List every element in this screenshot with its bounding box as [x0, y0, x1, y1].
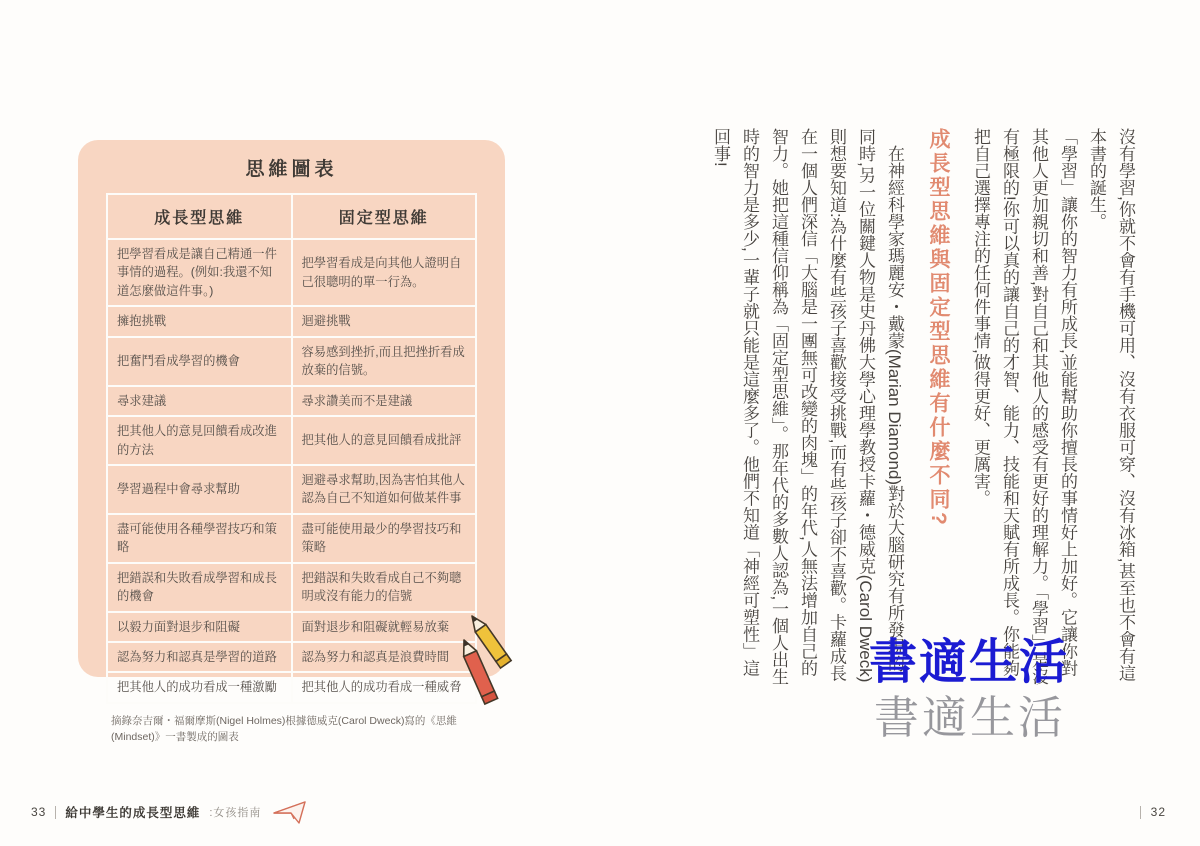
table-cell: 盡可能使用各種學習技巧和策略 — [107, 514, 292, 563]
table-row — [107, 672, 476, 702]
table-cell: 把其他人的成功看成一種激勵 — [107, 672, 292, 702]
table-row — [107, 337, 476, 386]
table-cell: 把奮鬥看成學習的機會 — [107, 337, 292, 386]
footer-divider — [1140, 806, 1141, 819]
paragraph-neuroscience: 在神經科學家瑪麗安・戴蒙(Marian Diamond)對於大腦研究有所發現的同時,另一位關鍵人物是史丹佛大學心理學教授卡蘿・德威克(Carol Dweck)則想要知道:為什麼有些孩子喜歡接受挑戰,而有些孩子卻不喜歡。卡蘿成長在一個人們深信「大腦是一團無可改變的肉塊」的年代,人無法增加自己的智力。她把這種信仰稱為「固定型思維」。那年代的多數人認為,一個人出生時的智力是多少,一輩子就只能是這麼多了。他們不知道「神經可塑性」這回事! — [711, 128, 904, 686]
table-row — [107, 416, 476, 465]
section-heading: 成長型思維與固定型思維有什麼不同? — [927, 128, 950, 528]
table-row — [107, 612, 476, 642]
mindset-table-body — [107, 239, 476, 703]
table-cell: 把學習看成是讓自己精通一件事情的過程。(例如:我還不知道怎麼做這件事。) — [107, 239, 292, 306]
table-row — [107, 465, 476, 514]
table-cell: 容易感到挫折,而且把挫折看成放棄的信號。 — [292, 337, 477, 386]
table-row — [107, 386, 476, 416]
table-row — [107, 563, 476, 612]
table-cell: 認為努力和認真是浪費時間 — [292, 642, 477, 672]
table-cell: 把其他人的成功看成一種威脅 — [292, 672, 477, 702]
table-cell: 把其他人的意見回饋看成改進的方法 — [107, 416, 292, 465]
pencils-illustration — [436, 590, 576, 730]
table-cell: 以毅力面對退步和阻礙 — [107, 612, 292, 642]
table-cell: 盡可能使用最少的學習技巧和策略 — [292, 514, 477, 563]
watermark-gray: 書適生活 — [874, 692, 1067, 743]
column-header-growth: 成長型思維 — [107, 194, 292, 239]
table-cell: 把其他人的意見回饋看成批評 — [292, 416, 477, 465]
table-cell: 把錯誤和失敗看成學習和成長的機會 — [107, 563, 292, 612]
table-cell: 把學習看成是向其他人證明自己很聰明的單一行為。 — [292, 239, 477, 306]
right-page-vertical-text — [640, 128, 1140, 688]
table-cell: 學習過程中會尋求幫助 — [107, 465, 292, 514]
table-row — [107, 642, 476, 672]
chart-source-caption: 摘錄奈吉爾・福爾摩斯(Nigel Holmes)根據德威克(Carol Dweck)寫的《思維(Mindset)》一書製成的圖表 — [111, 714, 457, 744]
watermark-blue: 書適生活 — [869, 636, 1070, 689]
right-page-number: 32 — [1150, 805, 1166, 819]
table-cell: 擁抱挑戰 — [107, 306, 292, 336]
left-page-footer — [31, 801, 308, 823]
footer-divider — [55, 806, 56, 819]
table-cell: 面對退步和阻礙就輕易放棄 — [292, 612, 477, 642]
table-row — [107, 514, 476, 563]
book-title: 給中學生的成長型思維 — [65, 806, 201, 820]
left-page-number: 33 — [31, 805, 47, 819]
table-cell: 尋求建議 — [107, 386, 292, 416]
right-page-footer — [1140, 801, 1166, 823]
book-subtitle: :女孩指南 — [209, 807, 262, 819]
column-header-fixed: 固定型思維 — [292, 194, 477, 239]
table-cell: 把錯誤和失敗看成自己不夠聰明或沒有能力的信號 — [292, 563, 477, 612]
paragraph-learning-growth: 「學習」讓你的智力有所成長,並能幫助你擅長的事情好上加好。它讓你對其他人更加親切和善,對自己和其他人的感受有更好的理解力。「學習」是沒有極限的!你可以真的讓自己的才智、能力、技能和天賦有所成長。你能夠把自己選擇專注的任何件事情,做得更好、更厲害。 — [971, 128, 1077, 686]
table-row — [107, 239, 476, 306]
table-row — [107, 306, 476, 336]
table-cell: 迴避挑戰 — [292, 306, 477, 336]
table-cell: 迴避尋求幫助,因為害怕其他人認為自己不知道如何做某件事 — [292, 465, 477, 514]
mindset-comparison-table — [106, 193, 477, 704]
table-cell: 認為努力和認真是學習的道路 — [107, 642, 292, 672]
chart-title: 思維圖表 — [245, 159, 338, 180]
paragraph-no-learning: 沒有學習,你就不會有手機可用、沒有衣服可穿、沒有冰箱,甚至也不會有這本書的誕生。 — [1087, 128, 1135, 682]
paper-plane-icon — [272, 799, 308, 825]
table-header-row — [107, 194, 476, 239]
table-cell: 尋求讚美而不是建議 — [292, 386, 477, 416]
